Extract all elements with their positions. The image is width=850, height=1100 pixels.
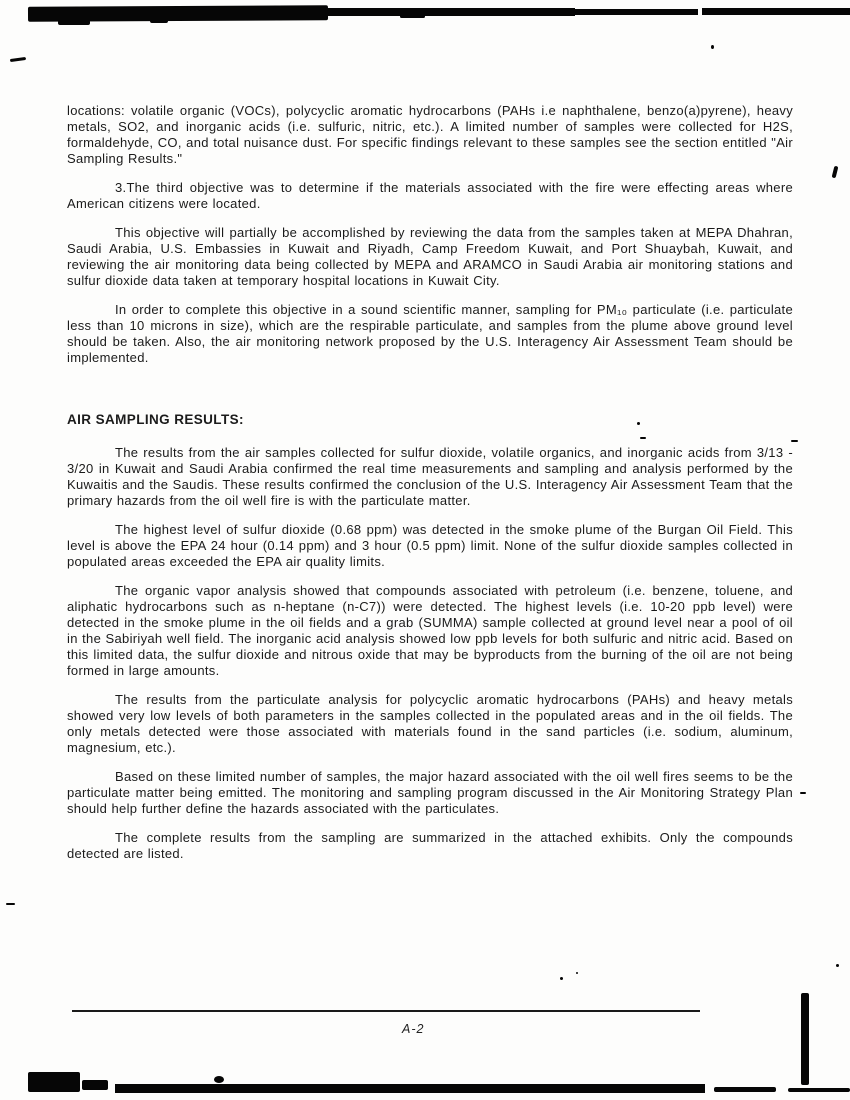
scan-artifact-bottom-strip: [714, 1087, 776, 1092]
paragraph: The organic vapor analysis showed that compounds associated with petroleum (i.e. benzene, toluene, and aliphatic hydrocarbons such as n-heptane (n-C7)) were detected. The highest levels (i.e. 10-20 ppb level) were detected in the smoke plume in the oil fields and a grab (SUMMA) sample collected at ground level near a pool of oil in the Sabiriyah well field. The inorganic acid analysis showed low ppb levels for both sulfuric and nitric acid. Based on this limited data, the sulfur dioxide and nitrous oxide that may be byproducts from the burning of the oil are not being formed in large amounts.: [67, 583, 793, 678]
page-number: A-2: [402, 1022, 425, 1036]
scan-artifact-speck: [6, 903, 15, 905]
scan-artifact-speck: [10, 57, 26, 62]
paragraph: The highest level of sulfur dioxide (0.68 ppm) was detected in the smoke plume of the Burgan Oil Field. This level is above the EPA 24 hour (0.14 ppm) and 3 hour (0.5 ppm) limit. None of the sulfur dioxide samples collected in populated areas exceeded the EPA air quality limits.: [67, 522, 793, 569]
scan-artifact-speck: [214, 1076, 224, 1083]
scan-artifact-bottom-strip: [115, 1084, 705, 1093]
footer-rule: [72, 1010, 700, 1012]
paragraph: 3.The third objective was to determine if the materials associated with the fire were effecting areas where American citizens were located.: [67, 180, 793, 211]
scan-artifact-top-strip: [702, 8, 850, 15]
scan-artifact-bottom-blob: [82, 1080, 108, 1090]
scan-artifact-speck: [711, 45, 714, 49]
scan-artifact-speck: [150, 19, 168, 23]
paragraph: The complete results from the sampling are summarized in the attached exhibits. Only the compounds detected are listed.: [67, 830, 793, 861]
scan-artifact-speck: [400, 15, 425, 18]
scan-artifact-speck: [58, 20, 90, 25]
scan-artifact-bottom-strip: [788, 1088, 850, 1092]
paragraph: This objective will partially be accomplished by reviewing the data from the samples taken at MEPA Dhahran, Saudi Arabia, U.S. Embassies in Kuwait and Riyadh, Camp Freedom Kuwait, and Port Shuaybah, Kuwait, and reviewing the air monitoring data being collected by MEPA and ARAMCO in Saudi Arabia air monitoring stations and sulfur dioxide data taken at temporary hospital locations in Kuwait City.: [67, 225, 793, 288]
scan-artifact-bottom-blob: [28, 1072, 80, 1092]
scan-artifact-speck: [836, 964, 839, 967]
paragraph: The results from the particulate analysis for polycyclic aromatic hydrocarbons (PAHs) and heavy metals showed very low levels of both parameters in the samples collected in the populated areas and in the oil fields. The only metals detected were those associated with materials found in the sand particles (i.e. sodium, aluminum, magnesium, etc.).: [67, 692, 793, 755]
paragraph: locations: volatile organic (VOCs), polycyclic aromatic hydrocarbons (PAHs i.e naphthalene, benzo(a)pyrene), heavy metals, SO2, and inorganic acids (i.e. sulfuric, nitric, etc.). A limited number of samples were collected for H2S, formaldehyde, CO, and total nuisance dust. For specific findings relevant to these samples see the section entitled "Air Sampling Results.": [67, 103, 793, 166]
scan-artifact-top-strip: [568, 9, 698, 15]
scan-artifact-speck: [560, 977, 563, 980]
paragraph: Based on these limited number of samples, the major hazard associated with the oil well fires seems to be the particulate matter being emitted. The monitoring and sampling program discussed in the Air Monitoring Strategy Plan should help further define the hazards associated with the particulates.: [67, 769, 793, 816]
scan-artifact-speck: [576, 972, 578, 974]
paragraph: The results from the air samples collected for sulfur dioxide, volatile organics, and inorganic acids from 3/13 - 3/20 in Kuwait and Saudi Arabia confirmed the real time measurements and sampling and analysis performed by the Kuwaitis and the Saudis. These results confirmed the conclusion of the U.S. Interagency Air Assessment Team that the primary hazards from the oil well fire is with the particulate matter.: [67, 445, 793, 508]
scan-artifact-right-bar: [801, 993, 809, 1085]
section-heading: AIR SAMPLING RESULTS:: [67, 412, 244, 427]
scan-artifact-speck: [832, 166, 839, 179]
paragraph: In order to complete this objective in a sound scientific manner, sampling for PM₁₀ particulate (i.e. particulate less than 10 microns in size), which are the respirable particulate, and samples from the plume above ground level should be taken. Also, the air monitoring network proposed by the U.S. Interagency Air Assessment Team should be implemented.: [67, 302, 793, 365]
scan-artifact-speck: [800, 792, 806, 794]
document-body: [67, 103, 793, 875]
scan-artifact-top-strip: [320, 8, 575, 16]
